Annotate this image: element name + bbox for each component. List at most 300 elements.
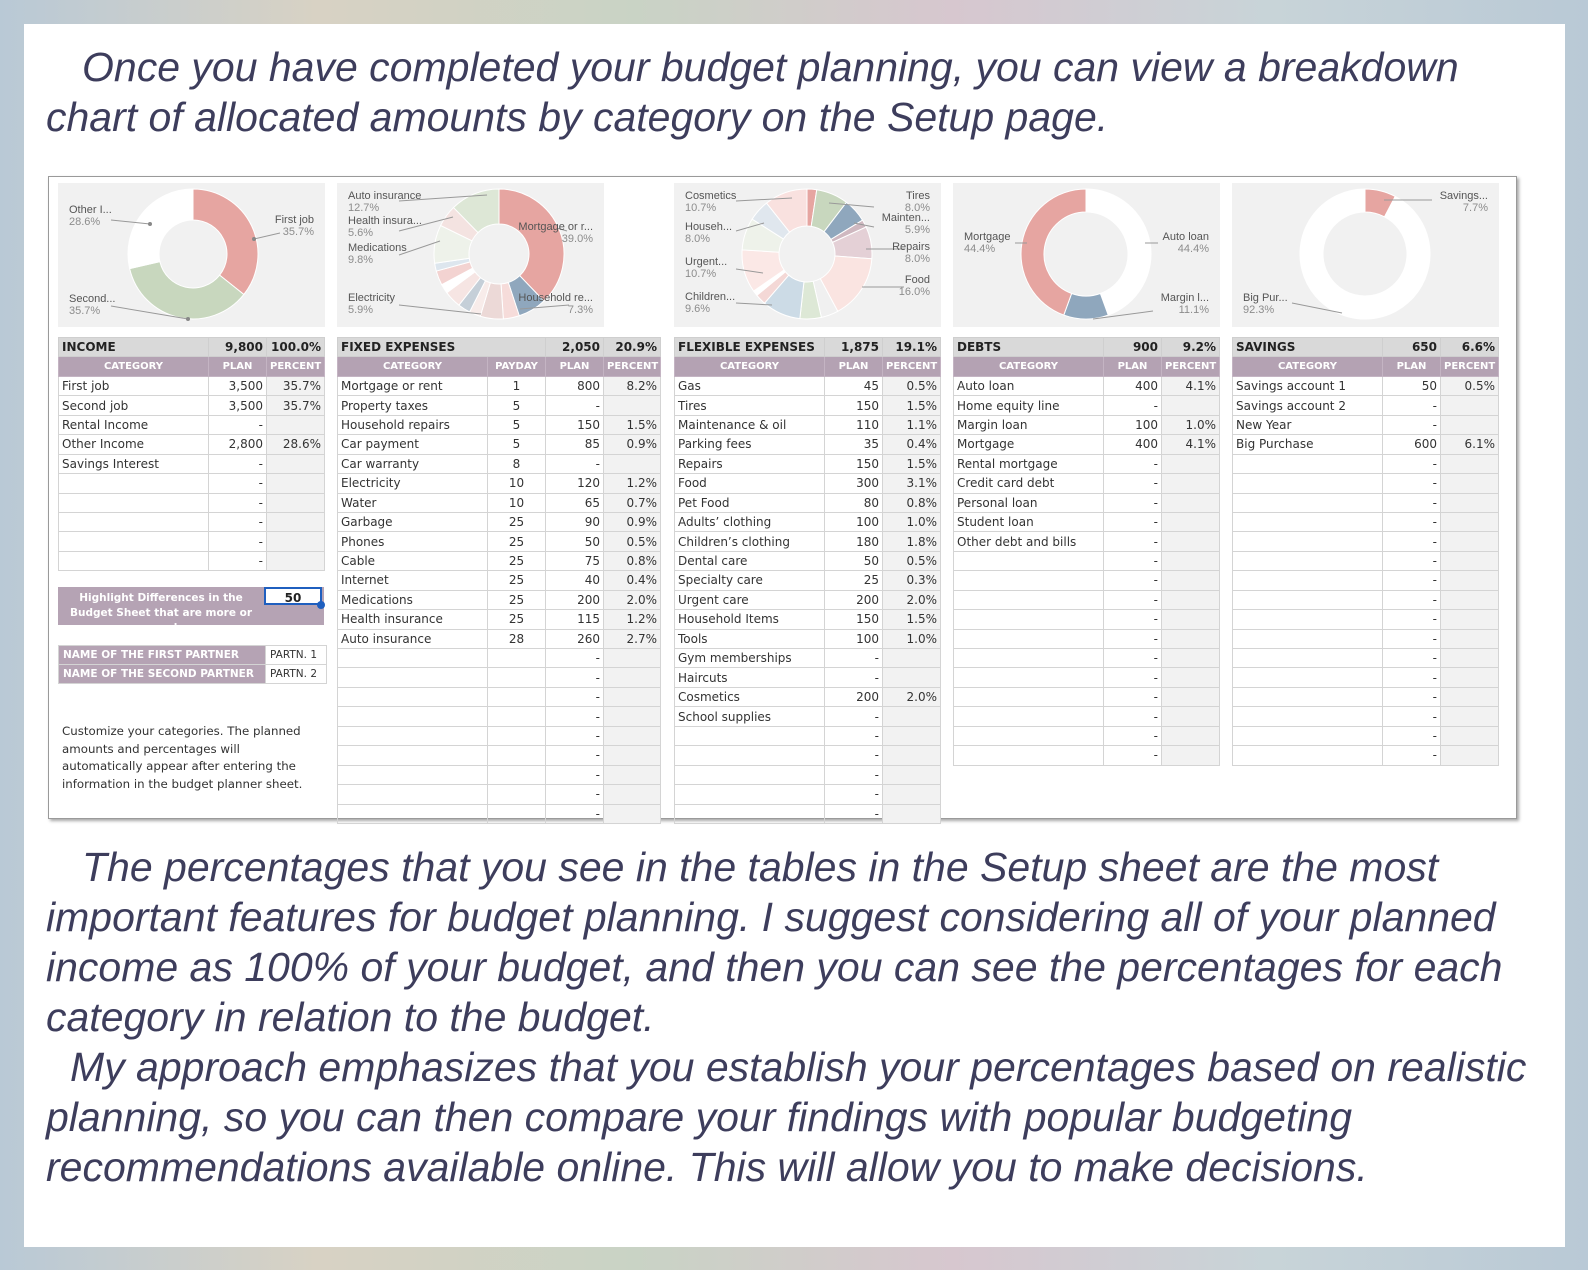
plan-cell: 200 <box>825 590 883 609</box>
category-cell[interactable]: Repairs <box>675 454 825 473</box>
table-row <box>338 532 661 551</box>
section-percent: 19.1% <box>883 338 941 357</box>
category-cell[interactable]: Student loan <box>954 512 1104 531</box>
category-cell[interactable] <box>338 726 488 745</box>
pie-label: Mortgage or r... 39.0% <box>518 221 593 245</box>
savings-pie-chart <box>1232 183 1499 327</box>
table-row <box>1233 532 1499 551</box>
category-cell[interactable]: Credit card debt <box>954 474 1104 493</box>
column-header: PLAN <box>825 357 883 376</box>
table-row <box>1233 474 1499 493</box>
plan-cell: - <box>209 415 267 434</box>
category-cell[interactable] <box>954 590 1104 609</box>
payday-cell <box>488 765 546 784</box>
payday-cell: 25 <box>488 590 546 609</box>
setup-sheet-screenshot <box>48 176 1517 819</box>
partner-row <box>59 646 327 665</box>
percent-cell <box>1162 571 1220 590</box>
category-cell[interactable]: Phones <box>338 532 488 551</box>
category-cell[interactable]: Personal loan <box>954 493 1104 512</box>
percent-cell <box>1441 610 1499 629</box>
pie-label: Second... 35.7% <box>69 293 116 317</box>
category-cell[interactable] <box>675 785 825 804</box>
category-cell[interactable] <box>338 687 488 706</box>
plan-cell: - <box>1104 746 1162 765</box>
category-cell[interactable] <box>59 532 209 551</box>
fixed-expenses-pie-chart <box>337 183 604 327</box>
plan-cell: - <box>546 396 604 415</box>
section-title: FIXED EXPENSES <box>338 338 546 357</box>
plan-cell: 110 <box>825 415 883 434</box>
highlight-threshold-input[interactable]: 50 <box>264 587 322 605</box>
table-row <box>675 726 941 745</box>
section-percent: 20.9% <box>604 338 661 357</box>
plan-cell: - <box>546 726 604 745</box>
table-row <box>954 396 1220 415</box>
category-cell[interactable] <box>1233 649 1383 668</box>
category-cell[interactable] <box>1233 590 1383 609</box>
category-cell[interactable]: Children’s clothing <box>675 532 825 551</box>
category-cell[interactable]: Savings Interest <box>59 454 209 473</box>
percent-cell <box>1441 532 1499 551</box>
plan-cell: - <box>1104 726 1162 745</box>
table-row <box>1233 707 1499 726</box>
category-cell[interactable]: Auto loan <box>954 376 1104 395</box>
category-cell[interactable] <box>1233 629 1383 648</box>
table-row <box>338 376 661 395</box>
category-cell[interactable] <box>1233 726 1383 745</box>
cell-fill-handle[interactable] <box>317 601 325 609</box>
category-cell[interactable] <box>954 649 1104 668</box>
percent-cell <box>1441 687 1499 706</box>
percent-cell <box>1441 493 1499 512</box>
plan-cell: 45 <box>825 376 883 395</box>
column-header-row <box>59 357 325 376</box>
category-cell[interactable]: Household Items <box>675 610 825 629</box>
plan-cell: - <box>1383 415 1441 434</box>
category-cell[interactable] <box>1233 474 1383 493</box>
pie-label: First job 35.7% <box>274 214 314 238</box>
plan-cell: - <box>1383 668 1441 687</box>
flexible-expenses-pie-chart <box>674 183 941 327</box>
percent-cell <box>1162 454 1220 473</box>
table-row <box>1233 590 1499 609</box>
table-row <box>954 629 1220 648</box>
table-row <box>338 454 661 473</box>
percent-cell <box>1162 649 1220 668</box>
percent-cell <box>1162 726 1220 745</box>
intro-paragraph: Once you have completed your budget planning, you can view a breakdown chart of allocated amounts by category on the Setup page. <box>46 44 1459 140</box>
percent-cell <box>267 493 325 512</box>
partner-names-table <box>58 645 327 684</box>
category-cell[interactable]: Urgent care <box>675 590 825 609</box>
category-cell[interactable] <box>954 551 1104 570</box>
category-cell[interactable]: Water <box>338 493 488 512</box>
percent-cell <box>1441 474 1499 493</box>
first-partner-label: NAME OF THE FIRST PARTNER <box>59 646 266 665</box>
percent-cell: 1.0% <box>883 512 941 531</box>
plan-cell: 50 <box>546 532 604 551</box>
plan-cell: - <box>1383 493 1441 512</box>
category-cell[interactable]: Food <box>675 474 825 493</box>
column-header: PLAN <box>1383 357 1441 376</box>
plan-cell: - <box>209 551 267 570</box>
table-row <box>675 765 941 784</box>
percent-cell <box>883 746 941 765</box>
percent-cell: 0.5% <box>883 376 941 395</box>
category-cell[interactable] <box>954 707 1104 726</box>
section-percent: 6.6% <box>1441 338 1499 357</box>
table-row <box>954 726 1220 745</box>
table-row <box>338 629 661 648</box>
category-cell[interactable] <box>59 512 209 531</box>
pie-label: Mainten... 5.9% <box>881 212 930 236</box>
table-row <box>1233 376 1499 395</box>
table-row <box>338 415 661 434</box>
plan-cell: 150 <box>825 396 883 415</box>
column-header-row <box>675 357 941 376</box>
table-row <box>1233 396 1499 415</box>
first-partner-input[interactable]: PARTN. 1 <box>266 646 327 665</box>
percent-cell: 1.5% <box>883 396 941 415</box>
plan-cell: - <box>1383 454 1441 473</box>
plan-cell: - <box>1383 396 1441 415</box>
category-cell[interactable]: Parking fees <box>675 435 825 454</box>
plan-cell: - <box>546 765 604 784</box>
section-title: INCOME <box>59 338 209 357</box>
pie-label: Mortgage 44.4% <box>964 231 1011 255</box>
percent-cell <box>1441 590 1499 609</box>
payday-cell <box>488 746 546 765</box>
category-cell[interactable]: Car payment <box>338 435 488 454</box>
section-title: FLEXIBLE EXPENSES <box>675 338 825 357</box>
category-cell[interactable]: Health insurance <box>338 610 488 629</box>
category-cell[interactable] <box>954 610 1104 629</box>
table-row <box>954 668 1220 687</box>
table-row <box>675 746 941 765</box>
payday-cell: 5 <box>488 415 546 434</box>
payday-cell: 25 <box>488 610 546 629</box>
percent-cell: 0.5% <box>883 551 941 570</box>
table-row <box>675 396 941 415</box>
pie-slice <box>1300 189 1430 319</box>
plan-cell: - <box>1104 512 1162 531</box>
plan-cell: 115 <box>546 610 604 629</box>
category-cell[interactable]: Tools <box>675 629 825 648</box>
column-header: PERCENT <box>604 357 661 376</box>
category-cell[interactable]: Tires <box>675 396 825 415</box>
table-row <box>675 551 941 570</box>
table-row <box>954 649 1220 668</box>
plan-cell: 65 <box>546 493 604 512</box>
pie-label: Food 16.0% <box>898 274 930 298</box>
category-cell[interactable] <box>1233 707 1383 726</box>
table-row <box>338 707 661 726</box>
category-cell[interactable] <box>1233 512 1383 531</box>
percent-cell <box>267 532 325 551</box>
table-row <box>338 649 661 668</box>
plan-cell: - <box>825 668 883 687</box>
category-cell[interactable]: Other Income <box>59 435 209 454</box>
payday-cell: 5 <box>488 435 546 454</box>
table-row <box>675 493 941 512</box>
outro-paragraph-2: My approach emphasizes that you establish your percentages based on realistic planning, so you can then compare your findings with popular budgeting recommendations available online. This will allow you to make decisions. <box>46 1044 1527 1190</box>
category-cell[interactable] <box>675 765 825 784</box>
percent-cell: 35.7% <box>267 396 325 415</box>
category-cell[interactable]: Gas <box>675 376 825 395</box>
category-cell[interactable]: Rental Income <box>59 415 209 434</box>
plan-cell: 50 <box>1383 376 1441 395</box>
category-cell[interactable] <box>59 493 209 512</box>
category-cell[interactable] <box>1233 454 1383 473</box>
category-cell[interactable] <box>954 687 1104 706</box>
category-cell[interactable]: Maintenance & oil <box>675 415 825 434</box>
table-row <box>1233 551 1499 570</box>
plan-cell: 150 <box>546 415 604 434</box>
category-cell[interactable]: Second job <box>59 396 209 415</box>
table-row <box>1233 415 1499 434</box>
section-header-row <box>954 338 1220 357</box>
category-cell[interactable] <box>59 474 209 493</box>
category-cell[interactable]: Internet <box>338 571 488 590</box>
percent-cell <box>604 785 661 804</box>
section-header-row <box>338 338 661 357</box>
category-cell[interactable]: First job <box>59 376 209 395</box>
column-header: PERCENT <box>267 357 325 376</box>
table-row <box>954 571 1220 590</box>
percent-cell <box>883 785 941 804</box>
percent-cell <box>1441 415 1499 434</box>
second-partner-input[interactable]: PARTN. 2 <box>266 665 327 684</box>
category-cell[interactable] <box>1233 610 1383 629</box>
category-cell[interactable] <box>338 649 488 668</box>
pie-label: Children... 9.6% <box>685 291 736 315</box>
plan-cell: - <box>546 804 604 823</box>
percent-cell <box>1162 532 1220 551</box>
category-cell[interactable]: Pet Food <box>675 493 825 512</box>
table-row <box>1233 454 1499 473</box>
category-cell[interactable]: Other debt and bills <box>954 532 1104 551</box>
table-row <box>675 474 941 493</box>
percent-cell: 0.5% <box>1441 376 1499 395</box>
payday-cell: 25 <box>488 532 546 551</box>
percent-cell <box>1441 512 1499 531</box>
section-title: DEBTS <box>954 338 1104 357</box>
category-cell[interactable]: Haircuts <box>675 668 825 687</box>
percent-cell: 1.5% <box>883 454 941 473</box>
table-row <box>675 804 941 823</box>
table-row <box>59 474 325 493</box>
percent-cell <box>1441 726 1499 745</box>
percent-cell: 28.6% <box>267 435 325 454</box>
category-cell[interactable]: Property taxes <box>338 396 488 415</box>
category-cell[interactable]: Mortgage <box>954 435 1104 454</box>
pie-label: Big Pur... 92.3% <box>1243 292 1288 316</box>
plan-cell: - <box>825 707 883 726</box>
category-cell[interactable]: Savings account 1 <box>1233 376 1383 395</box>
category-cell[interactable]: Household repairs <box>338 415 488 434</box>
pie-label: Health insura... 5.6% <box>348 215 422 239</box>
category-cell[interactable]: Electricity <box>338 474 488 493</box>
table-row <box>954 590 1220 609</box>
partner-row <box>59 665 327 684</box>
category-cell[interactable] <box>954 746 1104 765</box>
percent-cell <box>604 726 661 745</box>
table-row <box>675 454 941 473</box>
category-cell[interactable] <box>338 707 488 726</box>
percent-cell: 8.2% <box>604 376 661 395</box>
payday-cell <box>488 668 546 687</box>
category-cell[interactable] <box>338 746 488 765</box>
category-cell[interactable] <box>675 746 825 765</box>
percent-cell <box>1441 649 1499 668</box>
plan-cell: - <box>546 746 604 765</box>
category-cell[interactable] <box>338 765 488 784</box>
pie-label: Household re... 7.3% <box>518 292 593 316</box>
percent-cell <box>1162 474 1220 493</box>
percent-cell <box>883 804 941 823</box>
category-cell[interactable] <box>1233 493 1383 512</box>
table-row <box>338 668 661 687</box>
percent-cell: 2.0% <box>604 590 661 609</box>
plan-cell: - <box>1104 474 1162 493</box>
category-cell[interactable]: Home equity line <box>954 396 1104 415</box>
column-header: PERCENT <box>883 357 941 376</box>
content-card <box>24 24 1565 1247</box>
pie-label: Savings... 7.7% <box>1439 190 1488 214</box>
table-row <box>1233 726 1499 745</box>
percent-cell <box>1162 590 1220 609</box>
category-cell[interactable] <box>954 726 1104 745</box>
category-cell[interactable] <box>338 785 488 804</box>
category-cell[interactable]: Gym memberships <box>675 649 825 668</box>
plan-cell: 600 <box>1383 435 1441 454</box>
category-cell[interactable] <box>59 551 209 570</box>
pie-slice <box>128 189 193 269</box>
payday-cell <box>488 785 546 804</box>
category-cell[interactable] <box>675 726 825 745</box>
category-cell[interactable] <box>1233 668 1383 687</box>
category-cell[interactable]: Cable <box>338 551 488 570</box>
plan-cell: - <box>825 649 883 668</box>
category-cell[interactable] <box>1233 532 1383 551</box>
category-cell[interactable] <box>1233 571 1383 590</box>
percent-cell <box>1441 571 1499 590</box>
category-cell[interactable]: Cosmetics <box>675 687 825 706</box>
category-cell[interactable] <box>338 668 488 687</box>
column-header-row <box>954 357 1220 376</box>
category-cell[interactable] <box>338 804 488 823</box>
savings-table <box>1232 337 1499 766</box>
highlight-differences-setting <box>58 587 324 634</box>
table-row <box>675 629 941 648</box>
percent-cell <box>1162 668 1220 687</box>
category-cell[interactable] <box>1233 551 1383 570</box>
category-cell[interactable]: Mortgage or rent <box>338 376 488 395</box>
plan-cell: - <box>1104 532 1162 551</box>
table-row <box>675 376 941 395</box>
table-row <box>954 376 1220 395</box>
category-cell[interactable] <box>1233 687 1383 706</box>
payday-cell: 10 <box>488 493 546 512</box>
percent-cell: 1.8% <box>883 532 941 551</box>
plan-cell: - <box>209 532 267 551</box>
second-partner-label: NAME OF THE SECOND PARTNER <box>59 665 266 684</box>
plan-cell: 50 <box>825 551 883 570</box>
outro-paragraph-1: The percentages that you see in the tables in the Setup sheet are the most important features for budget planning. I suggest considering all of your planned income as 100% of your budget, and then you can see the percentages for each category in relation to the budget. <box>46 844 1503 1040</box>
plan-cell: - <box>546 707 604 726</box>
table-row <box>338 746 661 765</box>
percent-cell <box>267 474 325 493</box>
plan-cell: - <box>1383 551 1441 570</box>
plan-cell: - <box>1104 610 1162 629</box>
plan-cell: 150 <box>825 454 883 473</box>
plan-cell: 40 <box>546 571 604 590</box>
category-cell[interactable]: New Year <box>1233 415 1383 434</box>
column-header: CATEGORY <box>954 357 1104 376</box>
category-cell[interactable]: Savings account 2 <box>1233 396 1383 415</box>
percent-cell <box>1441 551 1499 570</box>
category-cell[interactable]: Adults’ clothing <box>675 512 825 531</box>
plan-cell: 180 <box>825 532 883 551</box>
category-cell[interactable]: Margin loan <box>954 415 1104 434</box>
percent-cell: 0.8% <box>883 493 941 512</box>
column-header: PLAN <box>1104 357 1162 376</box>
table-row <box>1233 687 1499 706</box>
category-cell[interactable] <box>1233 746 1383 765</box>
percent-cell: 35.7% <box>267 376 325 395</box>
table-row <box>1233 649 1499 668</box>
category-cell[interactable]: Auto insurance <box>338 629 488 648</box>
category-cell[interactable]: Medications <box>338 590 488 609</box>
plan-cell: 400 <box>1104 435 1162 454</box>
table-row <box>59 415 325 434</box>
payday-cell: 10 <box>488 474 546 493</box>
category-cell[interactable]: Specialty care <box>675 571 825 590</box>
table-row <box>59 512 325 531</box>
table-row <box>954 435 1220 454</box>
section-header-row <box>59 338 325 357</box>
category-cell[interactable]: Car warranty <box>338 454 488 473</box>
category-cell[interactable] <box>954 571 1104 590</box>
category-cell[interactable]: Dental care <box>675 551 825 570</box>
plan-cell: 80 <box>825 493 883 512</box>
percent-cell <box>883 765 941 784</box>
pie-label: Tires 8.0% <box>904 190 930 214</box>
section-total: 2,050 <box>546 338 604 357</box>
percent-cell: 0.9% <box>604 435 661 454</box>
category-cell[interactable] <box>675 804 825 823</box>
category-cell[interactable] <box>954 629 1104 648</box>
table-row <box>338 687 661 706</box>
category-cell[interactable]: Big Purchase <box>1233 435 1383 454</box>
table-row <box>675 785 941 804</box>
plan-cell: - <box>825 726 883 745</box>
percent-cell <box>1162 629 1220 648</box>
plan-cell: 25 <box>825 571 883 590</box>
category-cell[interactable]: Garbage <box>338 512 488 531</box>
category-cell[interactable] <box>954 668 1104 687</box>
pie-label: Electricity 5.9% <box>348 292 396 316</box>
plan-cell: - <box>825 765 883 784</box>
category-cell[interactable]: School supplies <box>675 707 825 726</box>
column-header: PERCENT <box>1441 357 1499 376</box>
pie-label: Urgent... 10.7% <box>685 256 728 280</box>
table-row <box>954 532 1220 551</box>
plan-cell: - <box>209 493 267 512</box>
category-cell[interactable]: Rental mortgage <box>954 454 1104 473</box>
plan-cell: - <box>546 687 604 706</box>
